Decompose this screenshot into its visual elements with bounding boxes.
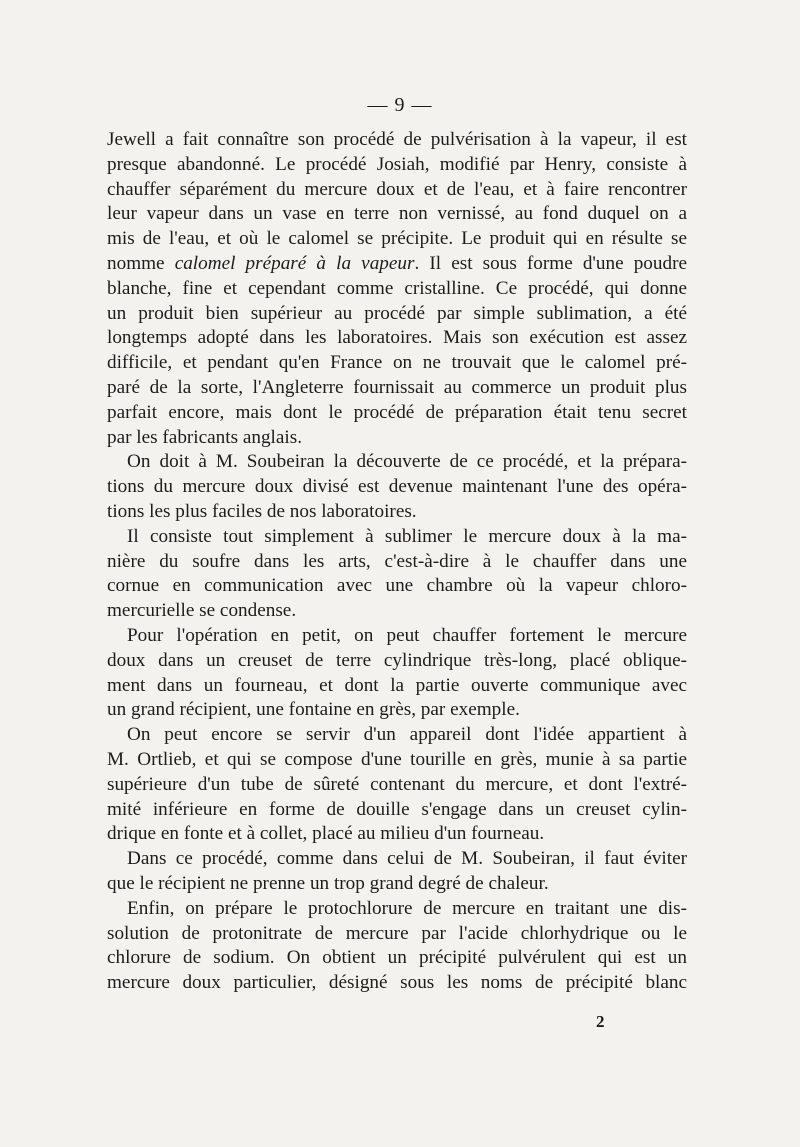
- text-line: Enfin, on prépare le protochlorure de mercure en traitant une dis-: [127, 897, 687, 919]
- text-line: drique en fonte et à collet, placé au milieu d'un fourneau.: [107, 823, 545, 845]
- text-line: On peut encore se servir d'un appareil dont l'idée appartient à: [127, 724, 687, 746]
- text-line: paré de la sorte, l'Angleterre fournissait au commerce un produit plus: [107, 376, 687, 398]
- italic-term: calomel préparé à la vapeur: [174, 252, 415, 274]
- text-line: Il consiste tout simplement à sublimer le mercure doux à la ma-: [127, 525, 687, 547]
- signature-mark: 2: [596, 1012, 605, 1031]
- text-line: M. Ortlieb, et qui se compose d'une tourille en grès, munie à sa partie: [107, 748, 687, 770]
- text-fragment: nomme: [107, 252, 165, 274]
- text-line: mis de l'eau, et où le calomel se précipite. Le produit qui en résulte se: [107, 228, 687, 250]
- text-line: un grand récipient, une fontaine en grès, par exemple.: [107, 699, 520, 721]
- text-line: tions les plus faciles de nos laboratoires.: [107, 500, 417, 522]
- body-text: [107, 128, 687, 996]
- text-line: tions du mercure doux divisé est devenue maintenant l'une des opéra-: [107, 476, 687, 498]
- text-line: mité inférieure en forme de douille s'engage dans un creuset cylin-: [107, 798, 687, 820]
- text-fragment: . Il est sous forme d'une poudre: [414, 252, 687, 274]
- text-line: par les fabricants anglais.: [107, 426, 302, 448]
- page-number: — 9 —: [367, 94, 433, 116]
- text-line: longtemps adopté dans les laboratoires. Mais son exécution est assez: [107, 327, 687, 349]
- text-line: que le récipient ne prenne un trop grand degré de chaleur.: [107, 872, 549, 894]
- text-line: Jewell a fait connaître son procédé de pulvérisation à la vapeur, il est: [107, 129, 687, 150]
- text-line: Dans ce procédé, comme dans celui de M. Soubeiran, il faut éviter: [127, 848, 687, 870]
- text-line: [107, 252, 687, 277]
- text-line: chauffer séparément du mercure doux et de l'eau, et à faire rencontrer: [107, 178, 687, 200]
- text-line: parfait encore, mais dont le procédé de préparation était tenu secret: [107, 401, 687, 423]
- text-line: On doit à M. Soubeiran la découverte de ce procédé, et la prépara-: [127, 451, 687, 473]
- text-line: solution de protonitrate de mercure par l'acide chlorhydrique ou le: [107, 922, 687, 944]
- text-line: cornue en communication avec une chambre où la vapeur chloro-: [107, 575, 687, 597]
- text-line: chlorure de sodium. On obtient un précipité pulvérulent qui est un: [107, 947, 687, 969]
- text-line: mercurielle se condense.: [107, 600, 297, 622]
- text-line: difficile, et pendant qu'en France on ne trouvait que le calomel pré-: [107, 352, 687, 374]
- text-line: presque abandonné. Le procédé Josiah, modifié par Henry, consiste à: [107, 153, 687, 175]
- text-line: blanche, fine et cependant comme cristalline. Ce procédé, qui donne: [107, 277, 687, 299]
- text-line: leur vapeur dans un vase en terre non vernissé, au fond duquel on a: [107, 203, 687, 225]
- text-line: supérieure d'un tube de sûreté contenant du mercure, et dont l'extré-: [107, 773, 687, 795]
- text-line: Pour l'opération en petit, on peut chauffer fortement le mercure: [127, 624, 687, 646]
- text-line: doux dans un creuset de terre cylindrique très-long, placé oblique-: [107, 649, 687, 671]
- text-line: mercure doux particulier, désigné sous les noms de précipité blanc: [107, 972, 687, 994]
- text-line: ment dans un fourneau, et dont la partie ouverte communique avec: [107, 674, 687, 696]
- text-line: un produit bien supérieur au procédé par simple sublimation, a été: [107, 302, 687, 324]
- text-line: nière du soufre dans les arts, c'est-à-dire à le chauffer dans une: [107, 550, 687, 572]
